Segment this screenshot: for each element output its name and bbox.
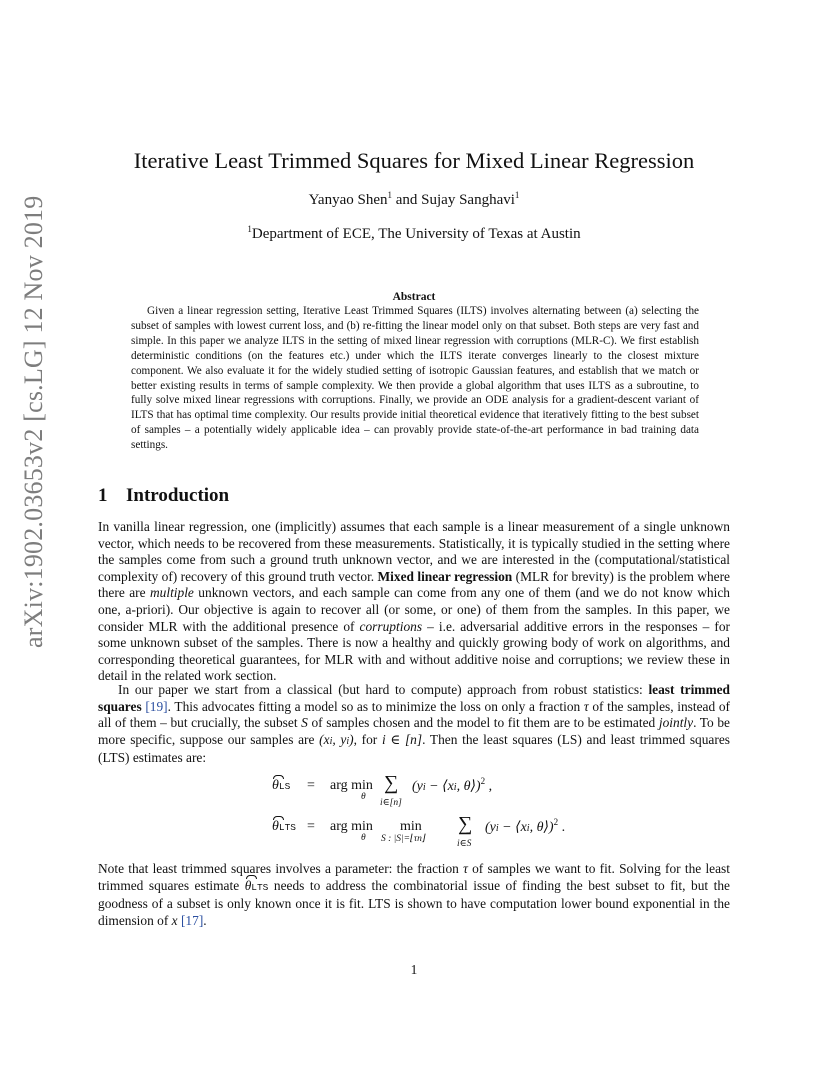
section-title: Introduction — [126, 485, 230, 506]
arxiv-side-stamp: arXiv:1902.03653v2 [cs.LG] 12 Nov 2019 — [19, 195, 48, 648]
theta-hat-symbol: θ — [272, 819, 279, 834]
author-1: Yanyao Shen — [308, 192, 388, 208]
affiliation-mark: 1 — [247, 224, 252, 234]
section-number: 1 — [98, 485, 108, 506]
citation-19[interactable]: [19] — [145, 698, 168, 714]
theta-hat-symbol: θ — [272, 778, 279, 793]
author-2-mark: 1 — [514, 190, 520, 200]
equation-ls: θLS = arg min θ ∑ i∈[n] (yi − ⟨xi, θ⟩)$^2$ , — [272, 772, 493, 808]
author-1-mark: 1 — [387, 190, 392, 200]
section-heading — [98, 484, 229, 508]
authors — [0, 190, 828, 210]
citation-17[interactable]: [17] — [180, 912, 204, 928]
affiliation-text: Department of ECE, The University of Texas at Austin — [251, 226, 581, 242]
intro-paragraph-3: Note that least trimmed squares involves a parameter: the fraction τ of samples we want to fit. Solving for the least trimmed squares estimate θLTS needs to address the combinatorial issue of finding the best subset to fit, but the goodness of a subset is only known once it is fit. LTS is shown to have computation lower bound exponential in the dimension of x [17]. — [98, 861, 730, 928]
intro-paragraph-1: In vanilla linear regression, one (implicitly) assumes that each sample is a linear measurement of a single unknown vector, which needs to be recovered from these measurements. Statistically, it is typically studied in the setting where the samples come from such a ground truth unknown vector, and we are interested in the (computational/statistical complexity of) recovery of this ground truth vector. Mixed linear regression (MLR for brevity) is the problem where there are multiple unknown vectors, and each sample can come from any one of them (and we do not know which one, a-priori). Our objective is again to recover all (or some, or one) of them from the samples. In this paper, we consider MLR with the additional presence of corruptions – i.e. adversarial additive errors in the responses – for some unknown subset of the samples. There is now a healthy and quickly growing body of work on algorithms, and corresponding theoretical guarantees, for MLR with and without additive noise and corruptions; we review these in detail in the related work section. — [98, 519, 730, 684]
authors-and: and — [391, 192, 422, 208]
equation-lts: θLTS = arg min θ min S : |S|=⌊τn⌋ ∑ i∈S (yi − ⟨xi, θ⟩)$^2$ . — [272, 813, 566, 849]
page-number: 1 — [410, 962, 418, 977]
intro-paragraph-2: In our paper we start from a classical (but hard to compute) approach from robust statistics: least trimmed squares [19]. This advocates fitting a model so as to minimize the loss on only a fraction τ of the samples, instead of all of them – but crucially, the subset S of samples chosen and the model to fit them are to be estimated jointly. To be more specific, suppose our samples are (xi, yi), for i ∈ [n]. Then the least squares (LS) and least trimmed squares (LTS) estimates are: — [98, 682, 730, 766]
abstract-body: Given a linear regression setting, Iterative Least Trimmed Squares (ILTS) involves alternating between (a) selecting the subset of samples with lowest current loss, and (b) re-fitting the linear model only on that subset. Both steps are very fast and simple. In this paper we analyze ILTS in the setting of mixed linear regression with corruptions (MLR-C). We first establish deterministic conditions (on the features etc.) under which the ILTS iterate converges linearly to the closest mixture component. We also evaluate it for the widely studied setting of isotropic Gaussian features, and establish that we match or better existing results in terms of sample complexity. We then provide a global algorithm that uses ILTS as a subroutine, to fully solve mixed linear regressions with corruptions. Finally, we provide an ODE analysis for a gradient-descent variant of ILTS that has optimal time complexity. Our results provide initial theoretical evidence that iteratively fitting to the best subset of samples – a potentially widely applicable idea – can provably provide state-of-the-art performance in bad training data settings. — [131, 305, 699, 452]
author-2: Sujay Sanghavi — [421, 192, 515, 208]
abstract-heading: Abstract — [392, 291, 436, 303]
affiliation — [0, 224, 828, 244]
paper-title: Iterative Least Trimmed Squares for Mixed Linear Regression — [133, 148, 695, 173]
